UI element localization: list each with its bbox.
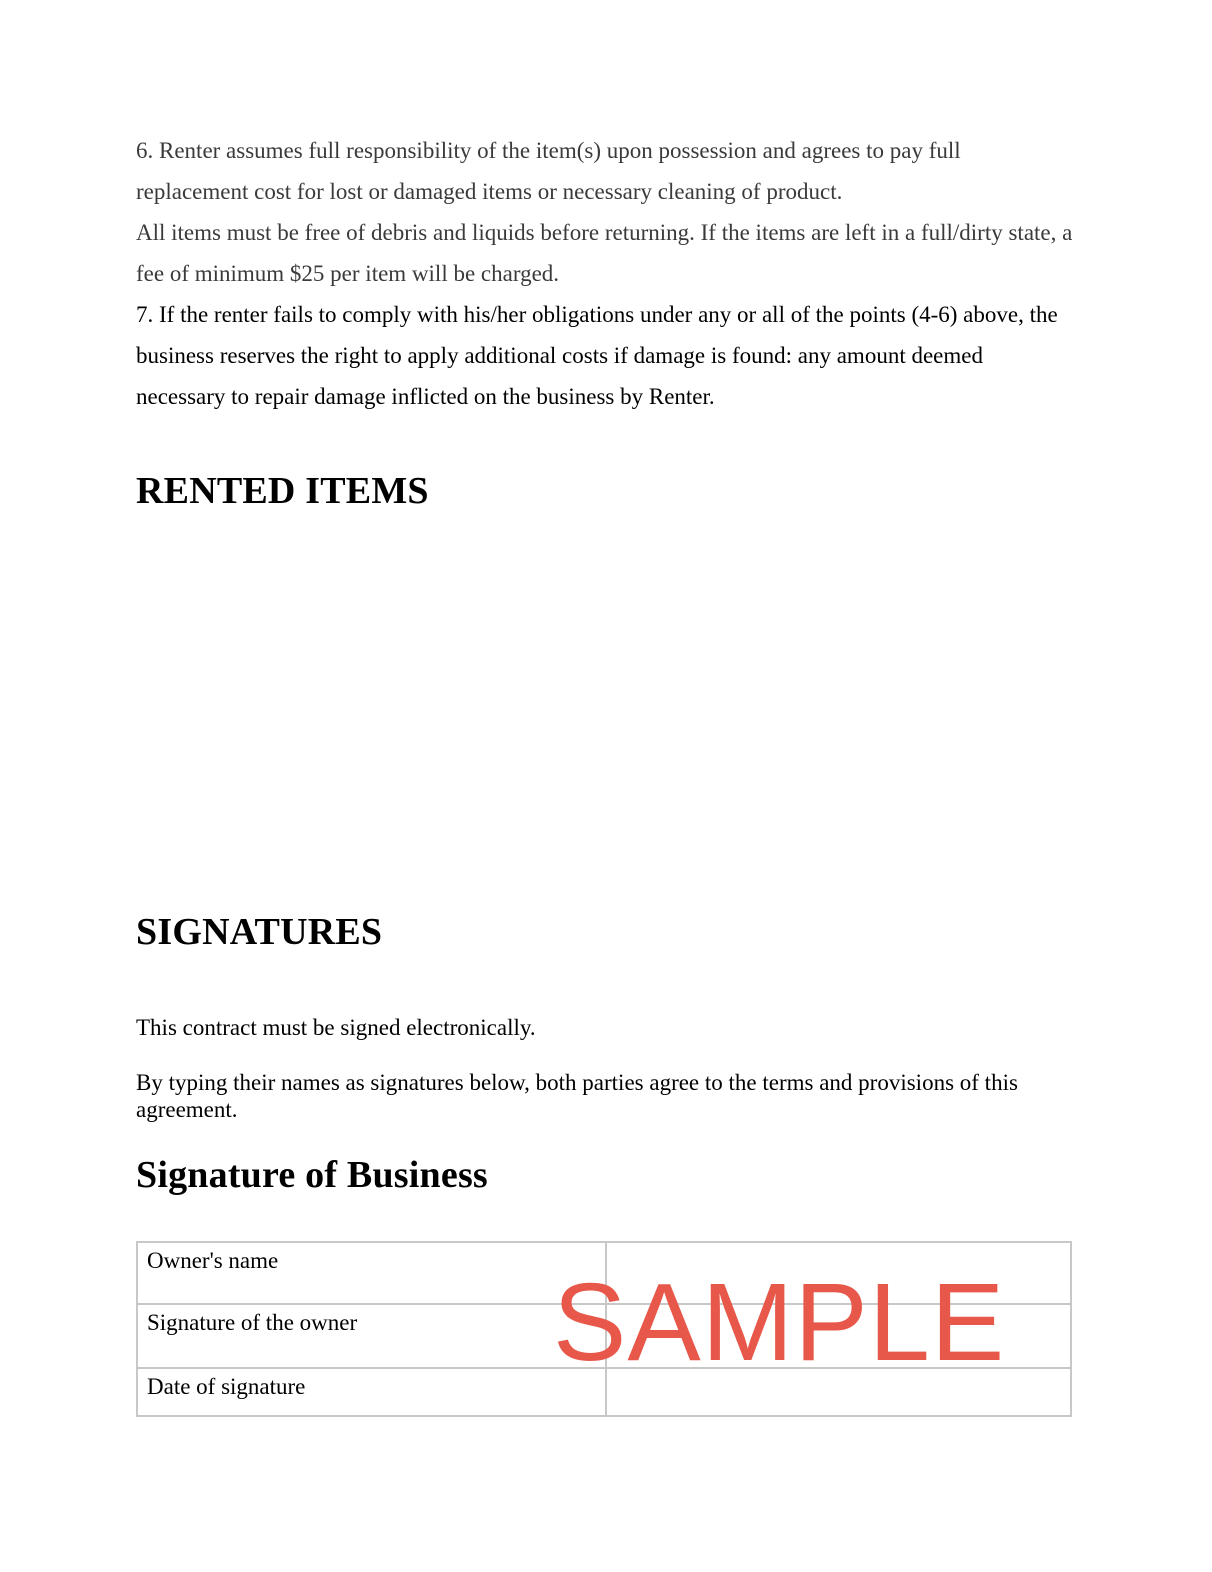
electronic-signature-note: This contract must be signed electronically. <box>136 1015 536 1040</box>
term-item-6-cleaning: All items must be free of debris and liquids before returning. If the items are left in a full/dirty state, a fee of minimum $25 per item will be charged. <box>136 220 1073 286</box>
rented-items-heading: RENTED ITEMS <box>136 470 429 512</box>
agreement-note: By typing their names as signatures below, both parties agree to the terms and provisions of this agreement. <box>136 1070 1018 1122</box>
business-signature-heading: Signature of Business <box>136 1154 488 1196</box>
owner-name-label: Owner's name <box>137 1242 606 1304</box>
sample-watermark: SAMPLE <box>553 1261 1006 1384</box>
signatures-heading: SIGNATURES <box>136 911 383 953</box>
owner-signature-label: Signature of the owner <box>137 1304 606 1368</box>
term-item-7: 7. If the renter fails to comply with his/her obligations under any or all of the points (4-6) above, the business reserves the right to apply additional costs if damage is found: any amount deemed necessary to repair damage inflicted on the business by Renter. <box>136 302 1058 409</box>
term-item-6: 6. Renter assumes full responsibility of the item(s) upon possession and agrees to pay full replacement cost for lost or damaged items or necessary cleaning of product. <box>136 138 961 204</box>
signature-date-label: Date of signature <box>137 1368 606 1416</box>
